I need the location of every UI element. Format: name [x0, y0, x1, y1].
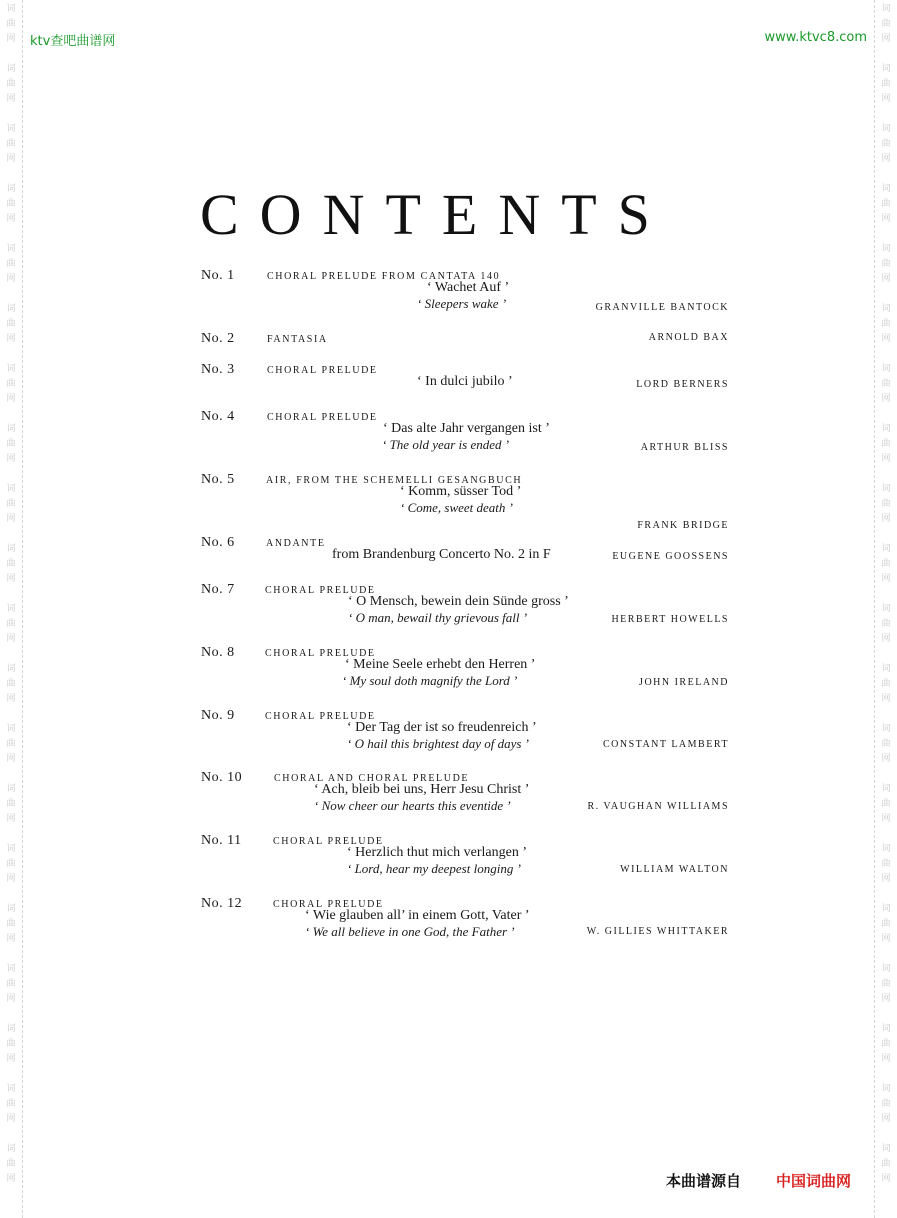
watermark-char: 网: [881, 334, 891, 344]
watermark-char: 词: [881, 544, 891, 554]
entry-title: ‘ Komm, süsser Tod ’: [400, 484, 522, 499]
watermark-char: 曲: [6, 1039, 16, 1049]
entry-composer: ARTHUR BLISS: [640, 442, 729, 453]
watermark-char: 词: [6, 604, 16, 614]
watermark-char: 词: [6, 784, 16, 794]
entry-number: No. 8: [201, 645, 235, 660]
watermark-char: 网: [881, 1174, 891, 1184]
watermark-char: 网: [881, 874, 891, 884]
watermark-char: 词: [6, 244, 16, 254]
watermark-group: [875, 1022, 897, 1082]
watermark-group: [875, 0, 897, 62]
watermark-char: 曲: [6, 19, 16, 29]
watermark-group: [0, 302, 22, 362]
watermark-char: 网: [881, 34, 891, 44]
watermark-char: 网: [881, 454, 891, 464]
watermark-char: 词: [881, 64, 891, 74]
entry-number: No. 9: [201, 708, 235, 723]
entry-category: CHORAL PRELUDE: [273, 836, 384, 847]
entry-composer: EUGENE GOOSSENS: [612, 551, 729, 562]
watermark-char: 曲: [881, 199, 891, 209]
watermark-char: 词: [881, 1144, 891, 1154]
watermark-group: [0, 842, 22, 902]
entry-title: ‘ Das alte Jahr vergangen ist ’: [383, 421, 550, 436]
watermark-group: [875, 1142, 897, 1202]
watermark-group: [0, 602, 22, 662]
watermark-char: 词: [6, 544, 16, 554]
entry-title: ‘ Herzlich thut mich verlangen ’: [347, 845, 527, 860]
watermark-char: 词: [6, 184, 16, 194]
entry-subtitle: ‘ O hail this brightest day of days ’: [347, 736, 529, 751]
watermark-char: 曲: [881, 739, 891, 749]
watermark-char: 词: [881, 184, 891, 194]
watermark-char: 网: [6, 814, 16, 824]
watermark-char: 网: [6, 34, 16, 44]
footer-site-name[interactable]: 中国词曲网: [776, 1172, 852, 1190]
header-right-site[interactable]: www.ktvc8.com: [764, 30, 867, 45]
watermark-char: 词: [6, 964, 16, 974]
watermark-char: 网: [881, 994, 891, 1004]
watermark-char: 曲: [6, 679, 16, 689]
entry-category: CHORAL PRELUDE: [265, 711, 376, 722]
watermark-char: 曲: [881, 379, 891, 389]
watermark-char: 词: [6, 844, 16, 854]
entry-composer: HERBERT HOWELLS: [611, 614, 729, 625]
watermark-char: 词: [6, 4, 16, 14]
watermark-group: [875, 722, 897, 782]
entry-category: CHORAL PRELUDE: [265, 585, 376, 596]
watermark-char: 网: [881, 514, 891, 524]
entry-category: CHORAL PRELUDE: [265, 648, 376, 659]
watermark-group: [875, 362, 897, 422]
watermark-char: 曲: [881, 259, 891, 269]
watermark-char: 曲: [6, 1099, 16, 1109]
watermark-group: [875, 602, 897, 662]
watermark-group: [875, 182, 897, 242]
watermark-group: [0, 902, 22, 962]
watermark-group: [0, 362, 22, 422]
watermark-char: 词: [6, 364, 16, 374]
watermark-char: 词: [881, 664, 891, 674]
entry-subtitle: ‘ O man, bewail thy grievous fall ’: [348, 610, 528, 625]
entry-category: ANDANTE: [266, 538, 326, 549]
entry-subtitle: ‘ Lord, hear my deepest longing ’: [347, 861, 521, 876]
entry-category: CHORAL PRELUDE: [267, 365, 378, 376]
watermark-char: 网: [6, 634, 16, 644]
watermark-char: 网: [6, 1174, 16, 1184]
entry-number: No. 7: [201, 582, 235, 597]
watermark-group: [0, 1142, 22, 1202]
watermark-group: [0, 62, 22, 122]
watermark-char: 网: [881, 574, 891, 584]
watermark-char: 曲: [6, 319, 16, 329]
watermark-char: 网: [6, 994, 16, 1004]
entry-number: No. 6: [201, 535, 235, 550]
watermark-char: 词: [881, 244, 891, 254]
entry-title: from Brandenburg Concerto No. 2 in F: [332, 547, 551, 562]
watermark-group: [875, 122, 897, 182]
watermark-char: 曲: [6, 799, 16, 809]
right-watermark-strip: [874, 0, 897, 1218]
watermark-group: [875, 662, 897, 722]
watermark-group: [875, 542, 897, 602]
watermark-char: 网: [881, 694, 891, 704]
watermark-char: 曲: [6, 919, 16, 929]
watermark-char: 词: [881, 904, 891, 914]
watermark-group: [0, 542, 22, 602]
entry-title: ‘ Der Tag der ist so freudenreich ’: [347, 720, 537, 735]
watermark-char: 曲: [6, 139, 16, 149]
watermark-char: 词: [6, 304, 16, 314]
entry-number: No. 2: [201, 331, 235, 346]
watermark-char: 词: [6, 124, 16, 134]
watermark-group: [0, 782, 22, 842]
watermark-char: 曲: [881, 1099, 891, 1109]
watermark-char: 网: [881, 154, 891, 164]
watermark-char: 网: [881, 214, 891, 224]
watermark-char: 曲: [881, 139, 891, 149]
watermark-group: [0, 662, 22, 722]
watermark-char: 网: [6, 934, 16, 944]
watermark-char: 网: [881, 394, 891, 404]
left-watermark-strip: [0, 0, 23, 1218]
entry-title: ‘ Ach, bleib bei uns, Herr Jesu Christ ’: [314, 782, 530, 797]
watermark-group: [0, 1082, 22, 1142]
watermark-char: 网: [6, 94, 16, 104]
entry-number: No. 10: [201, 770, 243, 785]
watermark-char: 网: [6, 154, 16, 164]
watermark-group: [0, 182, 22, 242]
entry-subtitle: ‘ Sleepers wake ’: [417, 296, 507, 311]
watermark-char: 曲: [6, 79, 16, 89]
watermark-char: 网: [6, 1114, 16, 1124]
watermark-group: [0, 0, 22, 62]
watermark-group: [0, 482, 22, 542]
watermark-group: [875, 962, 897, 1022]
watermark-char: 网: [6, 694, 16, 704]
entry-category: CHORAL AND CHORAL PRELUDE: [274, 773, 470, 784]
watermark-char: 词: [881, 4, 891, 14]
watermark-char: 网: [881, 94, 891, 104]
watermark-char: 网: [6, 754, 16, 764]
watermark-char: 曲: [6, 199, 16, 209]
entry-number: No. 12: [201, 896, 243, 911]
watermark-char: 曲: [881, 319, 891, 329]
watermark-group: [0, 422, 22, 482]
watermark-char: 词: [6, 1144, 16, 1154]
watermark-char: 网: [6, 514, 16, 524]
watermark-char: 曲: [881, 799, 891, 809]
watermark-char: 网: [881, 274, 891, 284]
entry-subtitle: ‘ We all believe in one God, the Father ’: [305, 924, 515, 939]
watermark-char: 曲: [6, 1159, 16, 1169]
entry-composer: FRANK BRIDGE: [637, 520, 729, 531]
watermark-char: 网: [881, 1114, 891, 1124]
entry-subtitle: ‘ My soul doth magnify the Lord ’: [342, 673, 518, 688]
entry-category: AIR, FROM THE SCHEMELLI GESANGBUCH: [266, 475, 523, 486]
watermark-char: 曲: [881, 499, 891, 509]
watermark-char: 曲: [881, 859, 891, 869]
watermark-char: 网: [6, 1054, 16, 1064]
entry-composer: CONSTANT LAMBERT: [602, 739, 729, 750]
watermark-char: 词: [881, 424, 891, 434]
watermark-char: 网: [881, 934, 891, 944]
watermark-char: 曲: [881, 1159, 891, 1169]
entry-title: ‘ Wachet Auf ’: [427, 280, 510, 295]
watermark-char: 词: [6, 1084, 16, 1094]
entry-category: CHORAL PRELUDE: [273, 899, 384, 910]
watermark-char: 词: [881, 964, 891, 974]
watermark-char: 词: [881, 484, 891, 494]
watermark-group: [0, 1022, 22, 1082]
entry-category: FANTASIA: [267, 334, 328, 345]
entry-number: No. 5: [201, 472, 235, 487]
entry-number: No. 4: [201, 409, 235, 424]
watermark-char: 曲: [881, 979, 891, 989]
watermark-group: [875, 242, 897, 302]
watermark-char: 词: [6, 724, 16, 734]
watermark-char: 网: [6, 874, 16, 884]
header-left-site[interactable]: ktv查吧曲谱网: [30, 34, 116, 49]
watermark-group: [875, 902, 897, 962]
watermark-char: 网: [881, 814, 891, 824]
watermark-char: 曲: [881, 679, 891, 689]
entry-category: CHORAL PRELUDE: [267, 412, 378, 423]
watermark-char: 曲: [6, 499, 16, 509]
entry-subtitle: ‘ The old year is ended ’: [382, 437, 510, 452]
watermark-char: 曲: [881, 439, 891, 449]
watermark-char: 曲: [881, 619, 891, 629]
watermark-char: 曲: [881, 919, 891, 929]
entry-composer: W. GILLIES WHITTAKER: [586, 926, 729, 937]
footer-source-label: 本曲谱源自: [666, 1172, 742, 1190]
watermark-char: 曲: [881, 559, 891, 569]
entry-number: No. 3: [201, 362, 235, 377]
watermark-group: [875, 1082, 897, 1142]
watermark-char: 网: [6, 394, 16, 404]
watermark-char: 词: [881, 364, 891, 374]
entry-subtitle: ‘ Come, sweet death ’: [400, 500, 514, 515]
watermark-char: 词: [6, 484, 16, 494]
entry-title: ‘ O Mensch, bewein dein Sünde gross ’: [348, 594, 569, 609]
watermark-char: 曲: [881, 79, 891, 89]
watermark-group: [875, 302, 897, 362]
watermark-char: 网: [6, 574, 16, 584]
watermark-char: 词: [881, 784, 891, 794]
entry-composer: ARNOLD BAX: [648, 332, 729, 343]
watermark-char: 网: [881, 634, 891, 644]
watermark-char: 网: [6, 274, 16, 284]
watermark-char: 曲: [6, 439, 16, 449]
watermark-char: 曲: [6, 379, 16, 389]
watermark-group: [875, 422, 897, 482]
watermark-char: 词: [6, 1024, 16, 1034]
watermark-char: 词: [881, 724, 891, 734]
watermark-group: [0, 122, 22, 182]
entry-category: CHORAL PRELUDE FROM CANTATA 140: [267, 271, 501, 282]
watermark-group: [875, 62, 897, 122]
watermark-char: 曲: [6, 559, 16, 569]
watermark-char: 词: [6, 664, 16, 674]
watermark-char: 网: [881, 754, 891, 764]
watermark-char: 词: [881, 604, 891, 614]
entry-title: ‘ Meine Seele erhebt den Herren ’: [345, 657, 536, 672]
watermark-char: 曲: [6, 739, 16, 749]
entry-composer: R. VAUGHAN WILLIAMS: [587, 801, 729, 812]
watermark-char: 网: [881, 1054, 891, 1064]
entry-composer: WILLIAM WALTON: [620, 864, 729, 875]
watermark-char: 词: [881, 124, 891, 134]
watermark-char: 词: [881, 1024, 891, 1034]
watermark-char: 网: [6, 334, 16, 344]
watermark-char: 词: [6, 64, 16, 74]
watermark-char: 曲: [6, 979, 16, 989]
entry-number: No. 11: [201, 833, 242, 848]
watermark-group: [875, 482, 897, 542]
watermark-char: 词: [881, 1084, 891, 1094]
watermark-group: [875, 782, 897, 842]
entry-composer: LORD BERNERS: [636, 379, 729, 390]
entry-title: ‘ Wie glauben all’ in einem Gott, Vater ’: [305, 908, 530, 923]
entry-composer: JOHN IRELAND: [639, 677, 729, 688]
watermark-char: 曲: [6, 259, 16, 269]
watermark-group: [0, 242, 22, 302]
watermark-char: 词: [881, 844, 891, 854]
entry-number: No. 1: [201, 268, 235, 283]
entry-composer: GRANVILLE BANTOCK: [595, 302, 729, 313]
watermark-char: 词: [881, 304, 891, 314]
watermark-group: [0, 962, 22, 1022]
watermark-group: [875, 842, 897, 902]
watermark-group: [0, 722, 22, 782]
watermark-char: 曲: [6, 859, 16, 869]
entry-subtitle: ‘ Now cheer our hearts this eventide ’: [314, 798, 511, 813]
watermark-char: 网: [6, 454, 16, 464]
watermark-char: 词: [6, 424, 16, 434]
watermark-char: 曲: [881, 1039, 891, 1049]
page-title: CONTENTS: [200, 182, 671, 247]
watermark-char: 曲: [881, 19, 891, 29]
watermark-char: 网: [6, 214, 16, 224]
entry-title: ‘ In dulci jubilo ’: [417, 374, 513, 389]
watermark-char: 曲: [6, 619, 16, 629]
watermark-char: 词: [6, 904, 16, 914]
